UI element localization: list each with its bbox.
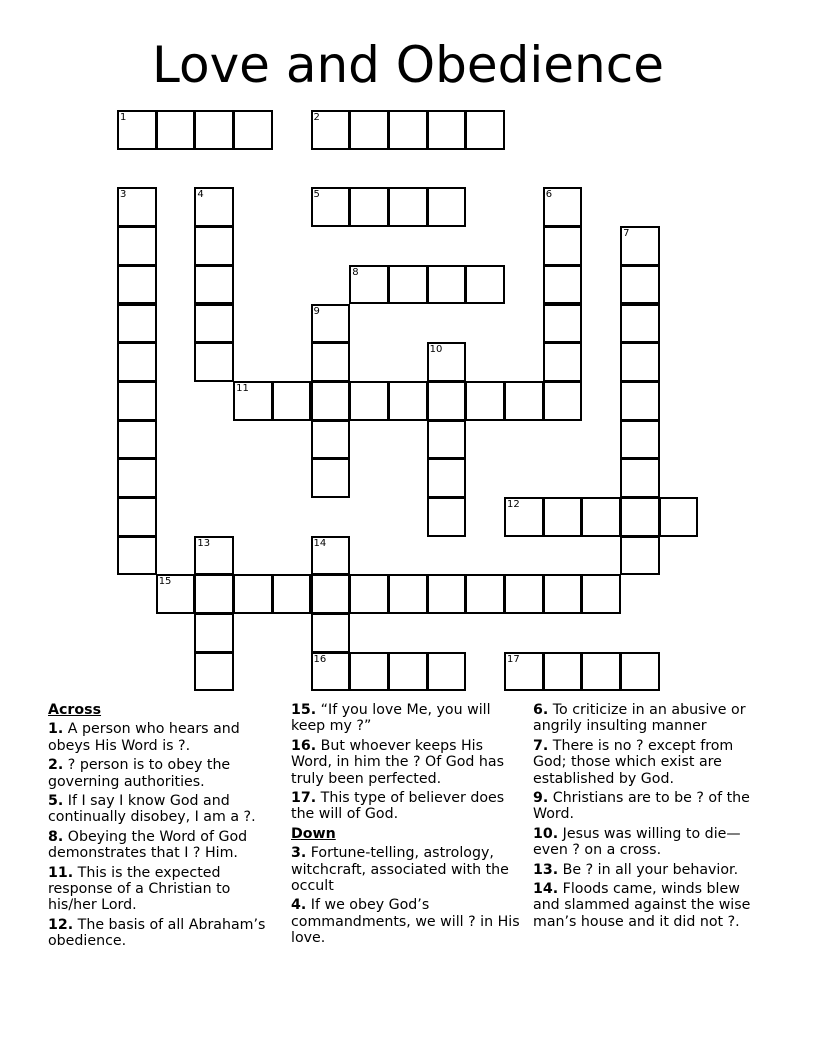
clue-number: 14. bbox=[533, 881, 559, 898]
clue-11 bbox=[48, 865, 283, 914]
grid-cell[interactable] bbox=[427, 110, 467, 150]
grid-cell[interactable] bbox=[543, 265, 583, 305]
clue-text: This is the expected response of a Christian to his/her Lord. bbox=[48, 864, 231, 914]
grid-cell[interactable] bbox=[194, 536, 234, 576]
clue-number: 7. bbox=[533, 737, 549, 754]
grid-cell[interactable] bbox=[349, 110, 389, 150]
grid-cell[interactable] bbox=[388, 574, 428, 614]
clue-text: This type of believer does the will of God. bbox=[291, 790, 505, 823]
grid-cell[interactable] bbox=[117, 226, 157, 266]
grid-cell[interactable] bbox=[311, 420, 351, 460]
cell-number: 9 bbox=[313, 305, 320, 317]
cell-number: 4 bbox=[197, 189, 204, 201]
grid-cell[interactable] bbox=[311, 652, 351, 692]
grid-cell[interactable] bbox=[311, 187, 351, 227]
clue-text: A person who hears and obeys His Word is ?. bbox=[48, 721, 240, 754]
grid-cell[interactable] bbox=[465, 110, 505, 150]
grid-cell[interactable] bbox=[543, 304, 583, 344]
clue-number: 15. bbox=[291, 702, 317, 718]
grid-cell[interactable] bbox=[349, 574, 389, 614]
clue-7 bbox=[533, 738, 768, 787]
grid-cell[interactable] bbox=[620, 265, 660, 305]
grid-cell[interactable] bbox=[620, 226, 660, 266]
clue-6 bbox=[533, 702, 768, 735]
cell-number: 10 bbox=[429, 344, 443, 356]
clue-text: Christians are to be ? of the Word. bbox=[533, 790, 750, 823]
grid-cell[interactable] bbox=[349, 652, 389, 692]
grid-cell[interactable] bbox=[427, 265, 467, 305]
grid-cell[interactable] bbox=[272, 381, 312, 421]
grid-cell[interactable] bbox=[311, 304, 351, 344]
grid-cell[interactable] bbox=[543, 342, 583, 382]
grid-cell[interactable] bbox=[427, 342, 467, 382]
grid-cell[interactable] bbox=[581, 574, 621, 614]
puzzle-title: Love and Obedience bbox=[152, 36, 664, 94]
grid-cell[interactable] bbox=[311, 574, 351, 614]
clue-column-3 bbox=[533, 702, 768, 933]
cell-number: 5 bbox=[313, 189, 320, 201]
grid-cell[interactable] bbox=[620, 536, 660, 576]
grid-cell[interactable] bbox=[272, 574, 312, 614]
clue-column-2 bbox=[291, 702, 526, 950]
clue-13 bbox=[533, 862, 768, 878]
grid-cell[interactable] bbox=[427, 652, 467, 692]
clue-5 bbox=[48, 793, 283, 826]
cell-number: 12 bbox=[507, 499, 520, 510]
grid-cell[interactable] bbox=[194, 226, 234, 266]
grid-cell[interactable] bbox=[156, 574, 196, 614]
grid-cell[interactable] bbox=[581, 652, 621, 692]
cell-number: 14 bbox=[313, 537, 327, 549]
clue-2 bbox=[48, 757, 283, 790]
cell-number: 17 bbox=[507, 653, 520, 665]
grid-cell[interactable] bbox=[388, 652, 428, 692]
grid-cell[interactable] bbox=[194, 342, 234, 382]
clue-text: Obeying the Word of God demonstrates that I ? Him. bbox=[48, 828, 248, 862]
grid-cell[interactable] bbox=[117, 381, 157, 421]
grid-cell[interactable] bbox=[194, 574, 234, 614]
cell-number: 11 bbox=[236, 382, 249, 394]
grid-cell[interactable] bbox=[117, 420, 157, 460]
grid-cell[interactable] bbox=[349, 187, 389, 227]
grid-cell[interactable] bbox=[388, 110, 428, 150]
clue-12 bbox=[48, 917, 283, 950]
clue-number: 6. bbox=[533, 702, 549, 718]
grid-cell[interactable] bbox=[659, 497, 699, 537]
clue-number: 8. bbox=[48, 828, 64, 845]
grid-cell[interactable] bbox=[194, 304, 234, 344]
cell-number: 3 bbox=[120, 189, 127, 201]
grid-cell[interactable] bbox=[543, 497, 583, 537]
grid-cell[interactable] bbox=[427, 458, 467, 498]
clue-number: 4. bbox=[291, 897, 307, 914]
grid-cell[interactable] bbox=[311, 110, 351, 150]
clue-text: Jesus was willing to die—even ? on a cross. bbox=[533, 825, 741, 859]
grid-cell[interactable] bbox=[117, 110, 157, 150]
clue-number: 16. bbox=[291, 737, 317, 754]
grid-cell[interactable] bbox=[620, 304, 660, 344]
grid-cell[interactable] bbox=[311, 458, 351, 498]
clue-text: If I say I know God and continually disobey, I am a ?. bbox=[48, 793, 256, 826]
clue-number: 10. bbox=[533, 825, 559, 842]
clue-8 bbox=[48, 829, 283, 862]
clue-text: The basis of all Abraham’s obedience. bbox=[48, 916, 266, 950]
clue-14 bbox=[533, 881, 768, 930]
grid-cell[interactable] bbox=[620, 381, 660, 421]
grid-cell[interactable] bbox=[427, 574, 467, 614]
cell-number: 15 bbox=[158, 576, 172, 588]
grid-cell[interactable] bbox=[117, 304, 157, 344]
clue-number: 5. bbox=[48, 793, 64, 810]
grid-cell[interactable] bbox=[311, 381, 351, 421]
cell-number: 13 bbox=[197, 537, 211, 549]
grid-cell[interactable] bbox=[427, 497, 467, 537]
grid-cell[interactable] bbox=[504, 652, 544, 692]
grid-cell[interactable] bbox=[233, 574, 273, 614]
cell-number: 7 bbox=[623, 228, 630, 240]
grid-cell[interactable] bbox=[349, 381, 389, 421]
grid-cell[interactable] bbox=[543, 574, 583, 614]
clue-text: There is no ? except from God; those which exist are established by God. bbox=[533, 737, 734, 787]
grid-cell[interactable] bbox=[620, 458, 660, 498]
grid-cell[interactable] bbox=[504, 574, 544, 614]
grid-cell[interactable] bbox=[620, 342, 660, 382]
clue-10 bbox=[533, 826, 768, 859]
grid-cell[interactable] bbox=[117, 497, 157, 537]
grid-cell[interactable] bbox=[581, 497, 621, 537]
grid-cell[interactable] bbox=[620, 652, 660, 692]
grid-cell[interactable] bbox=[543, 226, 583, 266]
grid-cell[interactable] bbox=[117, 342, 157, 382]
cell-number: 16 bbox=[313, 653, 327, 665]
clue-text: But whoever keeps His Word, in him the ? Of God has truly been perfected. bbox=[291, 737, 504, 787]
grid-cell[interactable] bbox=[349, 265, 389, 305]
grid-cell[interactable] bbox=[194, 652, 234, 692]
grid-cell[interactable] bbox=[465, 265, 505, 305]
grid-cell[interactable] bbox=[504, 381, 544, 421]
grid-cell[interactable] bbox=[465, 574, 505, 614]
grid-cell[interactable] bbox=[311, 536, 351, 576]
clue-15 bbox=[291, 702, 526, 735]
clue-number: 13. bbox=[533, 861, 559, 878]
grid-cell[interactable] bbox=[388, 265, 428, 305]
grid-cell[interactable] bbox=[194, 613, 234, 653]
grid-cell[interactable] bbox=[427, 187, 467, 227]
grid-cell[interactable] bbox=[194, 265, 234, 305]
grid-cell[interactable] bbox=[233, 110, 273, 150]
clue-text: “If you love Me, you will keep my ?” bbox=[291, 702, 491, 735]
grid-cell[interactable] bbox=[504, 497, 544, 537]
grid-cell[interactable] bbox=[465, 381, 505, 421]
clue-number: 3. bbox=[291, 845, 307, 862]
clue-text: ? person is to obey the governing authorities. bbox=[48, 757, 231, 790]
grid-cell[interactable] bbox=[543, 381, 583, 421]
grid-cell[interactable] bbox=[427, 420, 467, 460]
cell-number: 6 bbox=[545, 189, 553, 201]
clue-number: 11. bbox=[48, 864, 74, 881]
cell-number: 8 bbox=[352, 266, 359, 278]
down-heading: Down bbox=[291, 825, 336, 842]
grid-cell[interactable] bbox=[388, 187, 428, 227]
clue-number: 12. bbox=[48, 916, 74, 933]
clue-1 bbox=[48, 721, 283, 754]
clue-number: 9. bbox=[533, 790, 549, 807]
clue-column-1 bbox=[48, 702, 283, 953]
clue-number: 17. bbox=[291, 790, 317, 807]
grid-cell[interactable] bbox=[117, 458, 157, 498]
clue-text: Fortune-telling, astrology, witchcraft, associated with the occult bbox=[291, 845, 509, 895]
across-heading: Across bbox=[48, 702, 102, 718]
clue-text: Floods came, winds blew and slammed against the wise man’s house and it did not ?. bbox=[533, 881, 751, 930]
clue-text: Be ? in all your behavior. bbox=[562, 861, 739, 878]
cell-number: 2 bbox=[313, 112, 320, 123]
clue-number: 2. bbox=[48, 757, 64, 774]
grid-cell[interactable] bbox=[233, 381, 273, 421]
clue-4 bbox=[291, 897, 526, 946]
grid-cell[interactable] bbox=[117, 536, 157, 576]
grid-cell[interactable] bbox=[543, 652, 583, 692]
grid-cell[interactable] bbox=[388, 381, 428, 421]
cell-number: 1 bbox=[120, 112, 127, 123]
grid-cell[interactable] bbox=[543, 187, 583, 227]
clue-17 bbox=[291, 790, 526, 823]
grid-cell[interactable] bbox=[427, 381, 467, 421]
grid-cell[interactable] bbox=[620, 497, 660, 537]
grid-cell[interactable] bbox=[117, 265, 157, 305]
clue-text: If we obey God’s commandments, we will ? in His love. bbox=[291, 897, 520, 947]
clue-9 bbox=[533, 790, 768, 823]
clue-text: To criticize in an abusive or angrily insulting manner bbox=[533, 702, 746, 735]
grid-cell[interactable] bbox=[117, 187, 157, 227]
grid-cell[interactable] bbox=[620, 420, 660, 460]
grid-cell[interactable] bbox=[311, 342, 351, 382]
clue-16 bbox=[291, 738, 526, 787]
grid-cell[interactable] bbox=[194, 187, 234, 227]
grid-cell[interactable] bbox=[194, 110, 234, 150]
clue-number: 1. bbox=[48, 721, 64, 738]
clue-3 bbox=[291, 845, 526, 894]
grid-cell[interactable] bbox=[311, 613, 351, 653]
grid-cell[interactable] bbox=[156, 110, 196, 150]
